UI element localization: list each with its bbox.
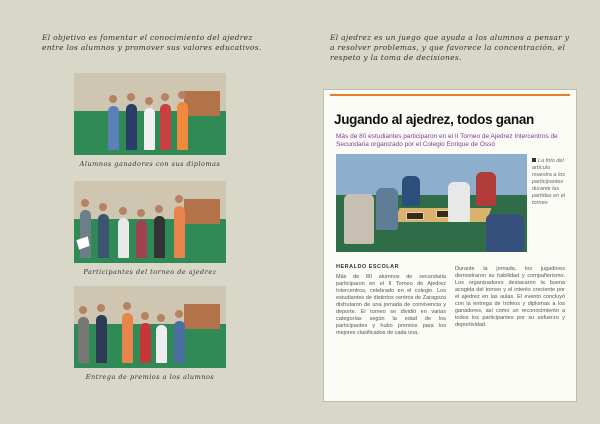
article-body-column-2: Durante la jornada, los jugadores demostraron su habilidad y compañerismo. Los organizadores destacaron la buena acogida del torneo y el interés creciente por el ajedrez en las aulas. El evento concluyó con la entrega de trofeos y diplomas a los ganadores, así como un reconocimiento a todos los participantes por su esfuerzo y deportividad. <box>455 266 565 328</box>
photo-award-ceremony <box>74 286 226 368</box>
byline: HERALDO ESCOLAR <box>336 264 400 270</box>
photo-winners <box>74 73 226 155</box>
article-title: Jugando al ajedrez, todos ganan <box>334 112 534 127</box>
photo-side-note <box>532 158 568 207</box>
top-rule <box>330 94 570 96</box>
photo-caption-3: Entrega de premios a los alumnos <box>85 373 215 381</box>
photo-side-note-text: La foto del artículo muestra a los participantes durante las partidas en el torneo <box>532 158 566 206</box>
intro-text-right: El ajedrez es un juego que ayuda a los alumnos a pensar y a resolver problemas, y que favorece la concentración, el respeto y la toma de decisiones. <box>330 33 570 62</box>
newspaper-clipping <box>323 89 577 402</box>
photo-caption-2: Participantes del torneo de ajedrez <box>83 268 217 276</box>
intro-text-left: El objetivo es fomentar el conocimiento del ajedrez entre los alumnos y promover sus valores educativos. <box>42 33 262 52</box>
article-body-column-1: Más de 80 alumnos de secundaria participaron en el II Torneo de Ajedrez Intercentros, celebrado en el colegio. Los estudiantes de distintos centros de Zaragoza disfrutaron de una jornada de convivencia y deporte. El torneo se dividió en varias categorías según la edad de los participantes y hubo premios para los mejores clasificados de cada una. <box>336 274 446 336</box>
photo-caption-1: Alumnos ganadores con sus diplomas <box>79 160 221 168</box>
article-photo <box>336 154 527 252</box>
photo-participants <box>74 181 226 263</box>
sticker-shape <box>76 236 90 250</box>
article-subtitle: Más de 80 estudiantes participaron en el II Torneo de Ajedrez Intercentros de Secundaria organizado por el Colegio Enrique de Ossó <box>336 133 558 148</box>
